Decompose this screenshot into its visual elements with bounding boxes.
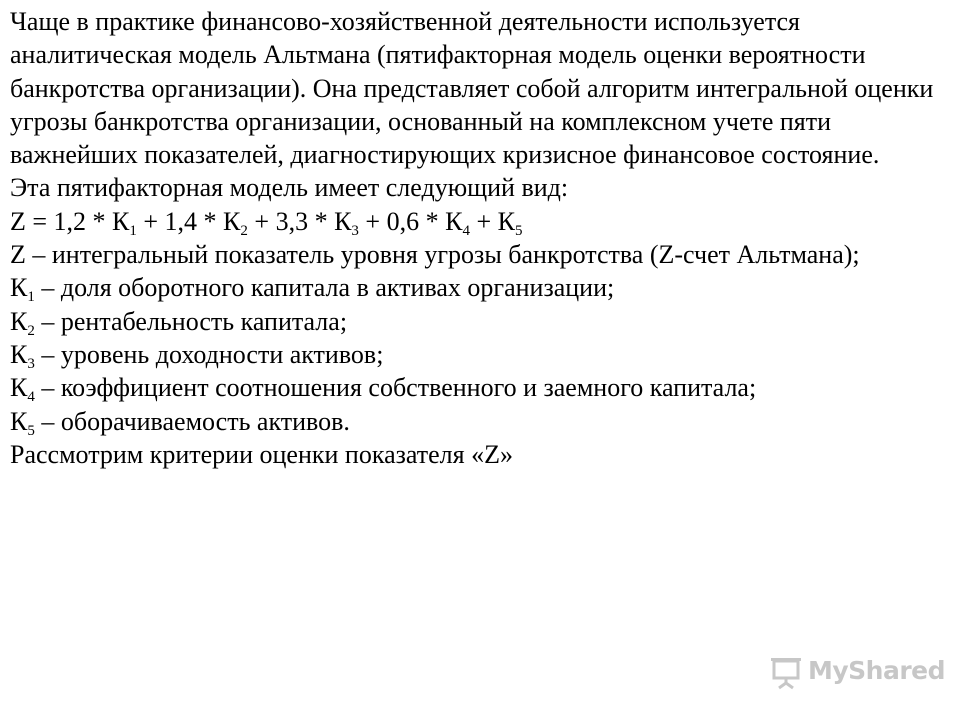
factor-text: – оборачиваемость активов. xyxy=(34,406,350,436)
formula-part: + К xyxy=(469,206,515,236)
projector-screen-icon xyxy=(768,654,804,690)
factor-text: – уровень доходности активов; xyxy=(34,339,384,369)
factor-subscript: 3 xyxy=(27,355,35,372)
factor-letter: К xyxy=(10,306,28,336)
formula xyxy=(10,205,945,238)
intro-paragraph: Чаще в практике финансово-хозяйственной деятельности используется аналитическая модель Альтмана (пятифакторная модель оценки вероятности банкротства организации). Она представляет собой алгоритм интегральной оценки угрозы банкротства организации, основанный на комплексном учете пяти важнейших показателей, диагностирующих кризисное финансовое состояние. xyxy=(10,7,934,170)
formula-subscript: 5 xyxy=(514,222,523,239)
factor-letter: К xyxy=(10,406,28,436)
factor-subscript: 2 xyxy=(27,322,35,339)
definition-k5 xyxy=(10,405,945,438)
definition-k4 xyxy=(10,371,945,404)
closing-line: Рассмотрим критерии оценки показателя «Z» xyxy=(10,439,513,469)
formula-part: Z = 1,2 * К xyxy=(10,206,130,236)
model-intro: Эта пятифакторная модель имеет следующий вид: xyxy=(10,173,569,203)
factor-letter: К xyxy=(10,273,28,303)
factor-subscript: 4 xyxy=(27,389,35,406)
formula-part: + 1,4 * К xyxy=(136,206,241,236)
factor-letter: К xyxy=(10,373,28,403)
formula-subscript: 2 xyxy=(240,222,248,239)
factor-text: – рентабельность капитала; xyxy=(34,306,348,336)
watermark xyxy=(768,652,946,692)
formula-subscript: 3 xyxy=(351,222,359,239)
definition-k1 xyxy=(10,271,945,304)
definition-k2 xyxy=(10,305,945,338)
formula-part: + 3,3 * К xyxy=(247,206,352,236)
document-body xyxy=(10,5,945,471)
factor-letter: К xyxy=(10,339,28,369)
formula-subscript: 1 xyxy=(129,222,137,239)
factor-subscript: 5 xyxy=(27,422,35,439)
definition-k3 xyxy=(10,338,945,371)
z-definition: Z – интегральный показатель уровня угрозы банкротства (Z-счет Альтмана); xyxy=(10,240,860,270)
factor-text: – коэффициент соотношения собственного и заемного капитала; xyxy=(34,373,757,403)
factor-text: – доля оборотного капитала в активах организации; xyxy=(34,273,615,303)
watermark-text: MyShared xyxy=(808,656,946,685)
formula-subscript: 4 xyxy=(462,222,470,239)
formula-part: + 0,6 * К xyxy=(358,206,463,236)
factor-subscript: 1 xyxy=(27,289,35,306)
